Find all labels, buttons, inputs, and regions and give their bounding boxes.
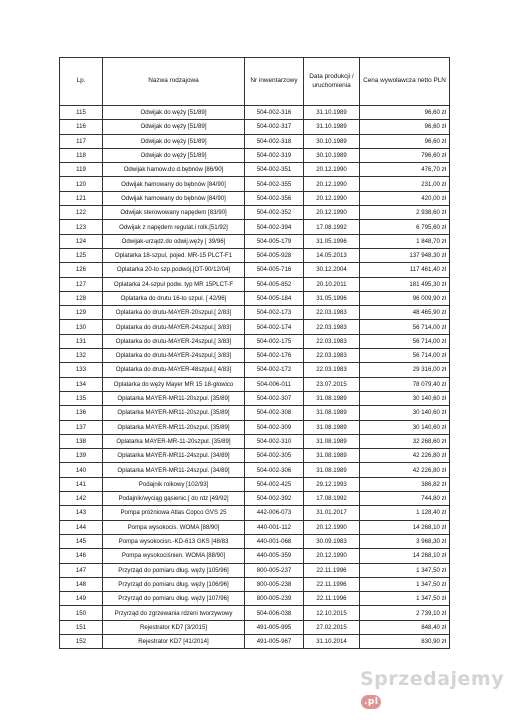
cell-inventory-number: 800-005-239: [245, 592, 304, 606]
cell-inventory-number: 504-002-172: [245, 363, 304, 377]
cell-lp: 123: [60, 220, 103, 234]
cell-lp: 137: [60, 420, 103, 434]
cell-inventory-number: 504-002-317: [245, 120, 304, 134]
cell-price: 181 495,30 zł: [360, 277, 450, 291]
cell-name: Oplatarka 20-to szp.podwój.[OT-90/12/04]: [103, 263, 245, 277]
cell-lp: 133: [60, 363, 103, 377]
table-row: [60, 434, 450, 448]
cell-inventory-number: 504-002-174: [245, 320, 304, 334]
inventory-table: [59, 57, 450, 649]
table-row: [60, 563, 450, 577]
cell-production-date: 20.12.1990: [304, 549, 360, 563]
cell-production-date: 31.08.1989: [304, 391, 360, 405]
header-price: Cena wywoławcza netto PLN: [360, 58, 450, 106]
cell-production-date: 20.12.1990: [304, 206, 360, 220]
cell-lp: 121: [60, 191, 103, 205]
cell-name: Przyrząd do pomiaru dług. węży [105/96]: [103, 563, 245, 577]
cell-inventory-number: 440-001-068: [245, 534, 304, 548]
cell-name: Podajnik rolkowy [102/93]: [103, 477, 245, 491]
cell-price: 42 226,80 zł: [360, 463, 450, 477]
cell-price: 796,60 zł: [360, 148, 450, 162]
cell-inventory-number: 440-001-112: [245, 520, 304, 534]
cell-name: Oplatarka 24-szpul podw. typ MR 15PLCT-F: [103, 277, 245, 291]
table-row: [60, 606, 450, 620]
cell-lp: 124: [60, 234, 103, 248]
cell-price: 30 140,60 zł: [360, 391, 450, 405]
cell-production-date: 17.08.1992: [304, 492, 360, 506]
table-row: [60, 206, 450, 220]
cell-name: Rejestrator KD7 [3/2015]: [103, 620, 245, 634]
cell-price: 48 465,90 zł: [360, 306, 450, 320]
cell-name: Oplatarka do drutu-MAYER-48szpul.[ 4/83]: [103, 363, 245, 377]
cell-production-date: 30.12.2004: [304, 263, 360, 277]
cell-name: Oplatarka MAYER-MR11-24szpul. [34/89]: [103, 463, 245, 477]
watermark-text: Sprzedajemy: [360, 668, 505, 690]
sprzedajemy-watermark: [360, 668, 509, 712]
cell-inventory-number: 504-002-308: [245, 406, 304, 420]
table-row: [60, 320, 450, 334]
cell-production-date: 14.05.2013: [304, 248, 360, 262]
cell-lp: 126: [60, 263, 103, 277]
cell-name: Oplatarka do drutu-MAYER-24szpul.[ 3/83]: [103, 349, 245, 363]
table-row: [60, 592, 450, 606]
table-row: [60, 349, 450, 363]
cell-inventory-number: 504-005-852: [245, 277, 304, 291]
cell-price: 386,82 zł: [360, 477, 450, 491]
cell-price: 2 739,10 zł: [360, 606, 450, 620]
cell-production-date: 27.02.2015: [304, 620, 360, 634]
cell-lp: 130: [60, 320, 103, 334]
cell-price: 96,60 zł: [360, 106, 450, 120]
cell-name: Oplatarka MAYER-MR-11-20szpul. [35/89]: [103, 434, 245, 448]
cell-price: 96,60 zł: [360, 120, 450, 134]
cell-name: Oplatarka MAYER-MR11-24szpul. [34/89]: [103, 449, 245, 463]
cell-lp: 136: [60, 406, 103, 420]
table-header-row: [60, 58, 450, 106]
cell-lp: 138: [60, 434, 103, 448]
table-row: [60, 248, 450, 262]
cell-inventory-number: 504-002-351: [245, 163, 304, 177]
cell-production-date: 22.03.1983: [304, 334, 360, 348]
cell-name: Przyrząd do pomiaru dług. węży [107/96]: [103, 592, 245, 606]
cell-production-date: 23.07.2015: [304, 377, 360, 391]
cell-lp: 145: [60, 534, 103, 548]
cell-price: 830,90 zł: [360, 634, 450, 648]
cell-name: Oplatarka do drutu-MAYER-20szpul.[ 2/83]: [103, 306, 245, 320]
cell-lp: 139: [60, 449, 103, 463]
cell-inventory-number: 504-002-175: [245, 334, 304, 348]
cell-production-date: 20.12.1990: [304, 191, 360, 205]
table-row: [60, 191, 450, 205]
cell-lp: 134: [60, 377, 103, 391]
cell-inventory-number: 504-002-318: [245, 134, 304, 148]
cell-price: 1 347,50 zł: [360, 577, 450, 591]
cell-price: 3 968,30 zł: [360, 534, 450, 548]
cell-production-date: 12.10.2015: [304, 606, 360, 620]
cell-name: Oplatarka do drutu-MAYER-24szpul.[ 3/83]: [103, 334, 245, 348]
cell-price: 78 079,40 zł: [360, 377, 450, 391]
cell-production-date: 31.10.2014: [304, 634, 360, 648]
cell-name: Oplatarka do drutu 16-to szpul. [ 42/96]: [103, 291, 245, 305]
cell-inventory-number: 504-002-394: [245, 220, 304, 234]
table-row: [60, 220, 450, 234]
cell-production-date: 31.08.1989: [304, 434, 360, 448]
table-row: [60, 620, 450, 634]
cell-inventory-number: 504-002-319: [245, 148, 304, 162]
cell-name: Odwijak hamow.do d.bębnów [86/90]: [103, 163, 245, 177]
cell-lp: 119: [60, 163, 103, 177]
cell-name: Przyrząd do pomiaru dług. węży [106/96]: [103, 577, 245, 591]
cell-production-date: 31.05.1996: [304, 234, 360, 248]
table-row: [60, 363, 450, 377]
table-row: [60, 391, 450, 405]
cell-lp: 142: [60, 492, 103, 506]
cell-name: Odwijak hamowany do bębnów [84/90]: [103, 177, 245, 191]
cell-price: 476,70 zł: [360, 163, 450, 177]
cell-name: Podajnik/wyciąg gąsienic.[ do rdz [49/92]: [103, 492, 245, 506]
cell-lp: 117: [60, 134, 103, 148]
cell-lp: 129: [60, 306, 103, 320]
cell-inventory-number: 491-005-995: [245, 620, 304, 634]
cell-inventory-number: 440-005-359: [245, 549, 304, 563]
cell-name: Pompa wysokociśnien. WOMA [88/90]: [103, 549, 245, 563]
cell-price: 2 938,60 zł: [360, 206, 450, 220]
cell-name: Rejestrator KD7 [41/2014]: [103, 634, 245, 648]
cell-lp: 148: [60, 577, 103, 591]
watermark-badge: .pl: [361, 695, 381, 709]
table-row: [60, 534, 450, 548]
cell-lp: 115: [60, 106, 103, 120]
cell-price: 96 009,90 zł: [360, 291, 450, 305]
cell-lp: 147: [60, 563, 103, 577]
table-row: [60, 406, 450, 420]
cell-price: 848,40 zł: [360, 620, 450, 634]
table-row: [60, 463, 450, 477]
table-row: [60, 577, 450, 591]
table-row: [60, 334, 450, 348]
cell-price: 14 268,10 zł: [360, 520, 450, 534]
table-row: [60, 449, 450, 463]
cell-price: 30 140,60 zł: [360, 406, 450, 420]
cell-inventory-number: 504-002-392: [245, 492, 304, 506]
table-row: [60, 234, 450, 248]
cell-name: Odwijak do węży [51/89]: [103, 148, 245, 162]
cell-inventory-number: 504-002-309: [245, 420, 304, 434]
cell-lp: 120: [60, 177, 103, 191]
cell-inventory-number: 504-002-310: [245, 434, 304, 448]
cell-price: 420,00 zł: [360, 191, 450, 205]
table-row: [60, 163, 450, 177]
cell-price: 1 128,40 zł: [360, 506, 450, 520]
cell-inventory-number: 504-002-306: [245, 463, 304, 477]
cell-inventory-number: 504-002-425: [245, 477, 304, 491]
cell-price: 56 714,00 zł: [360, 349, 450, 363]
cell-lp: 128: [60, 291, 103, 305]
cell-lp: 150: [60, 606, 103, 620]
cell-lp: 131: [60, 334, 103, 348]
cell-inventory-number: 504-005-928: [245, 248, 304, 262]
table-row: [60, 106, 450, 120]
table-row: [60, 520, 450, 534]
cell-production-date: 22.11.1996: [304, 592, 360, 606]
cell-inventory-number: 504-002-355: [245, 177, 304, 191]
cell-inventory-number: 504-002-176: [245, 349, 304, 363]
cell-production-date: 22.03.1983: [304, 320, 360, 334]
cell-name: Oplatarka 18-szpul, pojed. MR-15 PLCT-F1: [103, 248, 245, 262]
cell-lp: 141: [60, 477, 103, 491]
header-production-date: Data produkcji / uruchomienia: [304, 58, 360, 106]
table-row: [60, 377, 450, 391]
cell-production-date: 30.10.1989: [304, 134, 360, 148]
table-row: [60, 134, 450, 148]
table-row: [60, 291, 450, 305]
cell-name: Odwijak-urządz.do odwij.węży [ 39/96]: [103, 234, 245, 248]
cell-production-date: 31.05.1996: [304, 291, 360, 305]
table-row: [60, 420, 450, 434]
cell-name: Oplatarka MAYER-MR11-20szpul. [35/89]: [103, 420, 245, 434]
cell-lp: 149: [60, 592, 103, 606]
table-row: [60, 120, 450, 134]
cell-lp: 125: [60, 248, 103, 262]
cell-price: 14 268,10 zł: [360, 549, 450, 563]
cell-inventory-number: 504-002-316: [245, 106, 304, 120]
cell-production-date: 20.12.1990: [304, 520, 360, 534]
cell-price: 56 714,00 zł: [360, 320, 450, 334]
cell-production-date: 31.10.1989: [304, 120, 360, 134]
cell-price: 117 461,40 zł: [360, 263, 450, 277]
cell-name: Pompa wysokocisn.-KD-613 GKS [48/83: [103, 534, 245, 548]
cell-price: 29 316,00 zł: [360, 363, 450, 377]
cell-lp: 140: [60, 463, 103, 477]
cell-name: Oplatarka MAYER-MR11-20szpul. [35/89]: [103, 391, 245, 405]
cell-production-date: 31.08.1989: [304, 463, 360, 477]
cell-production-date: 30.09.1983: [304, 534, 360, 548]
cell-price: 6 795,60 zł: [360, 220, 450, 234]
cell-inventory-number: 504-006-038: [245, 606, 304, 620]
cell-lp: 116: [60, 120, 103, 134]
cell-production-date: 22.11.1996: [304, 563, 360, 577]
cell-lp: 143: [60, 506, 103, 520]
cell-production-date: 22.03.1983: [304, 363, 360, 377]
cell-price: 1 347,50 zł: [360, 592, 450, 606]
cell-production-date: 20.12.1990: [304, 177, 360, 191]
cell-inventory-number: 800-005-238: [245, 577, 304, 591]
table-row: [60, 549, 450, 563]
cell-price: 32 268,60 zł: [360, 434, 450, 448]
cell-name: Odwijak z napędem regulat.i rolk.[51/92]: [103, 220, 245, 234]
cell-inventory-number: 504-005-179: [245, 234, 304, 248]
cell-lp: 144: [60, 520, 103, 534]
cell-lp: 122: [60, 206, 103, 220]
table-row: [60, 506, 450, 520]
cell-lp: 152: [60, 634, 103, 648]
cell-production-date: 20.12.1990: [304, 163, 360, 177]
cell-name: Przyrząd do zgrzewania rdzeni tworzywowy: [103, 606, 245, 620]
cell-production-date: 22.11.1996: [304, 577, 360, 591]
cell-inventory-number: 491-005-967: [245, 634, 304, 648]
table-row: [60, 477, 450, 491]
cell-lp: 135: [60, 391, 103, 405]
cell-price: 1 347,50 zł: [360, 563, 450, 577]
cell-inventory-number: 504-002-173: [245, 306, 304, 320]
header-inventory-number: Nr inwentarzowy: [245, 58, 304, 106]
table-row: [60, 148, 450, 162]
cell-name: Pompa wysokocis. WOMA [88/90]: [103, 520, 245, 534]
cell-name: Oplatarka do drutu-MAYER-24szpul.[ 3/83]: [103, 320, 245, 334]
cell-production-date: 20.10.2011: [304, 277, 360, 291]
table-row: [60, 177, 450, 191]
cell-name: Odwijak do węży [51/89]: [103, 106, 245, 120]
cell-price: 96,60 zł: [360, 134, 450, 148]
header-name: Nazwa rodzajowa: [103, 58, 245, 106]
table-row: [60, 634, 450, 648]
cell-name: Pompa próżniowa Atlas Copco GVS 25: [103, 506, 245, 520]
cell-production-date: 31.01.2017: [304, 506, 360, 520]
cell-production-date: 22.03.1983: [304, 349, 360, 363]
cell-inventory-number: 504-002-305: [245, 449, 304, 463]
cell-name: Odwijak do węży [51/89]: [103, 134, 245, 148]
cell-price: 137 948,30 zł: [360, 248, 450, 262]
cell-name: Odwijak sterowowany napędem [83/90]: [103, 206, 245, 220]
header-lp: Lp.: [60, 58, 103, 106]
cell-production-date: 17.08.1992: [304, 220, 360, 234]
cell-inventory-number: 504-002-307: [245, 391, 304, 405]
cell-lp: 127: [60, 277, 103, 291]
cell-inventory-number: 504-005-716: [245, 263, 304, 277]
table-row: [60, 263, 450, 277]
cell-name: Oplatarka do węży Mayer MR 15 18-głowico: [103, 377, 245, 391]
table-row: [60, 277, 450, 291]
cell-name: Odwijak do węży [51/89]: [103, 120, 245, 134]
cell-inventory-number: 504-005-184: [245, 291, 304, 305]
cell-inventory-number: 504-002-352: [245, 206, 304, 220]
cell-production-date: 30.10.1989: [304, 148, 360, 162]
table-row: [60, 306, 450, 320]
cell-price: 30 140,60 zł: [360, 420, 450, 434]
cell-inventory-number: 800-005-237: [245, 563, 304, 577]
cell-inventory-number: 504-006-011: [245, 377, 304, 391]
cell-price: 42 226,80 zł: [360, 449, 450, 463]
cell-inventory-number: 504-002-356: [245, 191, 304, 205]
cell-lp: 146: [60, 549, 103, 563]
cell-production-date: 31.08.1989: [304, 406, 360, 420]
cell-inventory-number: 442-006-073: [245, 506, 304, 520]
cell-production-date: 31.08.1989: [304, 420, 360, 434]
cell-production-date: 22.03.1983: [304, 306, 360, 320]
cell-production-date: 29.12.1993: [304, 477, 360, 491]
cell-lp: 132: [60, 349, 103, 363]
cell-lp: 151: [60, 620, 103, 634]
cell-production-date: 31.10.1989: [304, 106, 360, 120]
cell-price: 56 714,00 zł: [360, 334, 450, 348]
cell-price: 744,80 zł: [360, 492, 450, 506]
table-row: [60, 492, 450, 506]
cell-name: Oplatarka MAYER-MR11-20szpul. [35/89]: [103, 406, 245, 420]
cell-production-date: 31.08.1989: [304, 449, 360, 463]
cell-price: 231,00 zł: [360, 177, 450, 191]
cell-price: 1 848,70 zł: [360, 234, 450, 248]
cell-lp: 118: [60, 148, 103, 162]
cell-name: Odwijak hamowany do bębnów [84/90]: [103, 191, 245, 205]
